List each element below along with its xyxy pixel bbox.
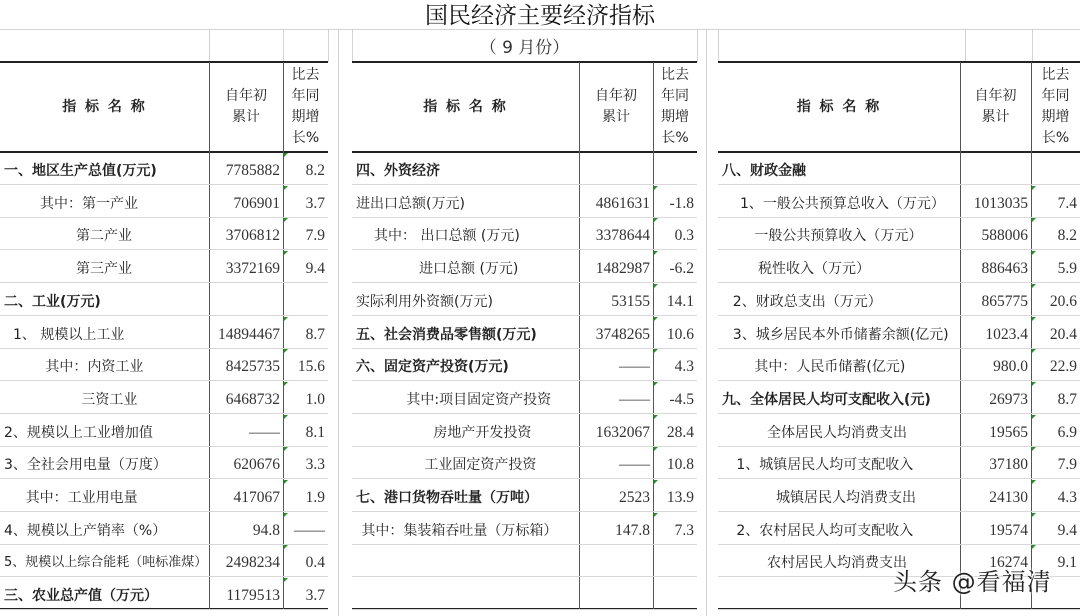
cumulative-value: 1482987 [595, 260, 650, 278]
cumulative-value: —— [619, 358, 650, 376]
yoy-growth: 8.2 [1057, 227, 1077, 245]
yoy-growth: 5.9 [1057, 260, 1077, 278]
cumulative-value: 3378644 [595, 227, 650, 245]
table-row [718, 152, 1080, 185]
cell-error-indicator-icon [654, 284, 658, 288]
sheet-title: 国民经济主要经济指标 [425, 3, 655, 29]
yoy-growth: 8.2 [305, 162, 325, 179]
indicator-name: 一、地区生产总值(万元) [4, 163, 157, 179]
cell-error-indicator-icon [1032, 513, 1036, 517]
cumulative-value: 147.8 [615, 521, 650, 539]
cell-error-indicator-icon [1032, 415, 1036, 419]
cumulative-value: 14894467 [218, 325, 280, 343]
yoy-growth: 3.3 [305, 456, 325, 474]
cell-error-indicator-icon [1032, 382, 1036, 386]
indicator-name: 九、全体居民人均可支配收入(元) [722, 391, 931, 408]
yoy-growth: 9.1 [1057, 554, 1077, 572]
indicator-name: 2、财政总支出（万元） [732, 293, 882, 310]
table-row [718, 381, 1080, 414]
indicator-name: 三、农业总产值（万元） [4, 588, 158, 605]
cumulative-value: 1023.4 [985, 325, 1028, 343]
table-row [0, 381, 328, 414]
yoy-growth: 22.9 [1049, 358, 1077, 376]
cumulative-value: —— [619, 456, 650, 474]
cumulative-value: 1179513 [226, 587, 280, 605]
header-growth: 比去年同期增长% [291, 67, 320, 146]
yoy-growth: 8.7 [1057, 390, 1077, 408]
indicator-name: 1、一般公共预算总收入（万元） [740, 195, 945, 212]
cell-error-indicator-icon [654, 447, 658, 451]
cumulative-value: 4861631 [595, 194, 650, 212]
yoy-growth [653, 544, 697, 576]
yoy-growth: 4.3 [1057, 489, 1077, 506]
table-row [352, 544, 697, 577]
indicator-name: 税性收入（万元） [758, 261, 870, 278]
cumulative-value: —— [249, 423, 280, 441]
gridline [209, 29, 210, 62]
cumulative-value: 1013035 [973, 194, 1028, 212]
table-row [718, 414, 1080, 447]
cell-error-indicator-icon [284, 251, 288, 255]
indicator-name: 一般公共预算收入（万元） [754, 228, 923, 245]
table-row [0, 217, 328, 250]
yoy-growth: 7.9 [1057, 456, 1077, 474]
yoy-growth: -4.5 [669, 390, 694, 408]
cell-error-indicator-icon [284, 480, 288, 484]
yoy-growth: 15.6 [297, 358, 325, 376]
cumulative-value: 3748265 [595, 325, 650, 343]
cumulative-value: 37180 [989, 456, 1028, 474]
indicator-name: 其中：人民币储蓄(亿元) [754, 359, 906, 376]
indicator-name: 第三产业 [76, 261, 132, 278]
cell-error-indicator-icon [1032, 251, 1036, 255]
yoy-growth: 0.4 [305, 554, 325, 572]
sheet-subtitle: （ 9 月份） [479, 38, 570, 58]
gridline [697, 29, 698, 62]
indicator-name: 城镇居民人均消费支出 [776, 490, 916, 506]
cell-error-indicator-icon [1032, 218, 1036, 222]
yoy-growth [283, 283, 328, 315]
yoy-growth [653, 152, 697, 184]
table-row [0, 348, 328, 381]
cell-error-indicator-icon [284, 578, 288, 582]
table-row [718, 348, 1080, 381]
header-value: 自年初累计 [974, 88, 1017, 125]
table-row [0, 414, 328, 447]
cumulative-value: 980.0 [993, 358, 1028, 376]
table-row [0, 512, 328, 545]
yoy-growth: 28.4 [666, 423, 694, 441]
cell-error-indicator-icon [654, 349, 658, 353]
indicator-name: 3、全社会用电量（万度） [4, 457, 167, 474]
table-row [718, 283, 1080, 316]
cumulative-value: 19565 [989, 423, 1028, 441]
yoy-growth: —— [294, 521, 325, 539]
indicator-name: 八、财政金融 [722, 163, 806, 179]
table-row [718, 446, 1080, 479]
cell-error-indicator-icon [284, 186, 288, 190]
indicator-name: 其中:项目固定资产投资 [406, 391, 552, 408]
header-growth: 比去年同期增长% [661, 67, 689, 146]
indicator-name: 进口总额 (万元) [419, 261, 519, 278]
table-row [0, 185, 328, 218]
cell-error-indicator-icon [1032, 317, 1036, 321]
cell-error-indicator-icon [284, 218, 288, 222]
table-row [352, 479, 697, 512]
yoy-growth: 6.9 [1057, 423, 1077, 441]
cumulative-value: 886463 [981, 260, 1028, 278]
table-row [0, 446, 328, 479]
cumulative-value: 24130 [989, 489, 1028, 506]
cell-error-indicator-icon [654, 317, 658, 321]
yoy-growth: 0.3 [674, 227, 694, 245]
indicator-name: 2、规模以上工业增加值 [4, 424, 153, 441]
indicator-name: 3、城乡居民本外币储蓄余额(亿元) [732, 326, 949, 343]
table-row [0, 316, 328, 349]
table-row [718, 185, 1080, 218]
indicator-name: 三资工业 [81, 391, 138, 408]
yoy-growth: 8.7 [305, 325, 325, 343]
cell-error-indicator-icon [654, 382, 658, 386]
table-row [0, 577, 328, 610]
indicator-name: 七、港口货物吞吐量（万吨） [356, 490, 538, 506]
gridline [718, 29, 719, 62]
cumulative-value: 865775 [981, 292, 1028, 310]
cumulative-value: 7785882 [225, 162, 280, 179]
yoy-growth: 8.1 [305, 423, 325, 441]
indicator-name: 四、外资经济 [356, 163, 440, 179]
indicator-name: 农村居民人均消费支出 [767, 555, 907, 572]
yoy-growth: 7.3 [674, 521, 694, 539]
header-value: 自年初累计 [225, 88, 267, 125]
header-name: 指 标 名 称 [796, 98, 882, 115]
cell-error-indicator-icon [654, 480, 658, 484]
gridline [706, 29, 707, 616]
header-growth: 比去年同期增长% [1041, 67, 1070, 146]
cell-error-indicator-icon [1032, 186, 1036, 190]
gridline [338, 29, 339, 616]
yoy-growth [1031, 152, 1080, 184]
gridline [352, 29, 353, 62]
cumulative-value: 6468732 [225, 390, 280, 408]
cumulative-value: 417067 [233, 489, 280, 506]
cumulative-value: 26973 [989, 390, 1028, 408]
cumulative-value: 2498234 [225, 554, 280, 572]
gridline [283, 29, 284, 62]
indicator-name: 其中：工业用电量 [25, 490, 138, 506]
yoy-growth [653, 577, 697, 609]
cell-error-indicator-icon [654, 218, 658, 222]
cell-error-indicator-icon [284, 153, 288, 157]
indicator-name: 房地产开发投资 [433, 424, 532, 441]
yoy-growth: 1.0 [305, 390, 325, 408]
cell-error-indicator-icon [284, 447, 288, 451]
cumulative-value: 1632067 [595, 423, 650, 441]
cumulative-value [579, 544, 653, 576]
indicator-name: 全体居民人均消费支出 [767, 424, 907, 441]
cell-error-indicator-icon [284, 545, 288, 549]
cell-error-indicator-icon [284, 513, 288, 517]
yoy-growth: 10.6 [666, 325, 694, 343]
cumulative-value: 706901 [233, 194, 280, 212]
table-row [0, 283, 328, 316]
cumulative-value [579, 152, 653, 184]
cell-error-indicator-icon [654, 415, 658, 419]
table-row [352, 185, 697, 218]
cumulative-value: 53155 [611, 292, 650, 310]
yoy-growth: 14.1 [666, 292, 694, 310]
table-row [0, 544, 328, 577]
table-row [0, 479, 328, 512]
table-row [718, 512, 1080, 545]
cumulative-value: 94.8 [252, 521, 280, 539]
yoy-growth: -1.8 [669, 194, 694, 212]
indicator-name: 五、社会消费品零售额(万元) [356, 326, 537, 343]
indicator-name: 其中： 出口总额 (万元) [374, 228, 520, 245]
cell-error-indicator-icon [284, 317, 288, 321]
indicator-name: 其中：第一产业 [40, 195, 138, 212]
table-row [352, 152, 697, 185]
indicator-name [352, 544, 579, 576]
indicator-name: 工业固定资产投资 [424, 457, 537, 474]
indicator-name: 其中：内资工业 [45, 359, 144, 376]
cell-error-indicator-icon [654, 513, 658, 517]
yoy-growth: 9.4 [305, 260, 325, 278]
header-value: 自年初累计 [595, 88, 637, 125]
table-row [352, 446, 697, 479]
indicator-name: 5、规模以上综合能耗（吨标准煤） [4, 555, 208, 571]
indicator-name: 4、规模以上产销率（%） [4, 522, 167, 539]
gridline [1032, 29, 1033, 62]
cell-error-indicator-icon [284, 349, 288, 353]
yoy-growth: 20.6 [1049, 292, 1077, 310]
indicator-name: 2、农村居民人均可支配收入 [736, 522, 914, 539]
cell-error-indicator-icon [1032, 480, 1036, 484]
table-row [352, 577, 697, 610]
cumulative-value: 8425735 [225, 358, 280, 376]
table-row [352, 250, 697, 283]
table-row [718, 316, 1080, 349]
cumulative-value: 19574 [989, 521, 1028, 539]
indicator-name: 1、城镇居民人均可支配收入 [736, 457, 914, 474]
header-name: 指 标 名 称 [423, 98, 508, 115]
indicator-name: 进出口总额(万元) [356, 195, 465, 212]
table-row [718, 479, 1080, 512]
indicator-name [352, 577, 579, 609]
indicator-name: 二、工业(万元) [4, 293, 101, 310]
cumulative-value: 2523 [619, 489, 650, 506]
indicator-name: 实际利用外资额(万元) [356, 293, 493, 310]
yoy-growth: 1.9 [305, 489, 325, 506]
cumulative-value [209, 283, 283, 315]
yoy-growth: 4.3 [674, 358, 694, 376]
indicator-name: 六、固定资产投资(万元) [356, 359, 509, 376]
cumulative-value [579, 577, 653, 609]
table-row [718, 250, 1080, 283]
indicator-name: 第二产业 [76, 228, 132, 245]
table-row [352, 316, 697, 349]
cumulative-value [960, 152, 1031, 184]
cell-error-indicator-icon [654, 251, 658, 255]
yoy-growth: 7.4 [1057, 194, 1077, 212]
cell-error-indicator-icon [1032, 545, 1036, 549]
cell-error-indicator-icon [654, 186, 658, 190]
yoy-growth: 20.4 [1049, 325, 1077, 343]
cell-error-indicator-icon [1032, 349, 1036, 353]
yoy-growth: -6.2 [669, 260, 694, 278]
gridline [965, 29, 966, 62]
cumulative-value: 16274 [989, 554, 1028, 572]
cumulative-value: 588006 [981, 227, 1028, 245]
table-row [718, 217, 1080, 250]
yoy-growth: 3.7 [305, 587, 325, 605]
indicator-name: 其中：集装箱吞吐量（万标箱） [361, 522, 558, 539]
table-row [352, 283, 697, 316]
header-name: 指 标 名 称 [62, 98, 147, 115]
cumulative-value: 3706812 [225, 227, 280, 245]
yoy-growth: 13.9 [666, 489, 694, 506]
gridline [0, 29, 1080, 30]
table-row [352, 381, 697, 414]
yoy-growth: 7.9 [305, 227, 325, 245]
cell-error-indicator-icon [284, 415, 288, 419]
yoy-growth: 9.4 [1057, 521, 1077, 539]
table-row [0, 152, 328, 185]
cell-error-indicator-icon [1032, 284, 1036, 288]
table-row [352, 512, 697, 545]
table-row [0, 250, 328, 283]
cumulative-value: 620676 [233, 456, 280, 474]
table-row [352, 348, 697, 381]
yoy-growth: 3.7 [305, 194, 325, 212]
table-row [352, 217, 697, 250]
yoy-growth: 10.8 [666, 456, 694, 474]
gridline [328, 29, 329, 62]
cumulative-value: 3372169 [225, 260, 280, 278]
cumulative-value: —— [619, 390, 650, 408]
indicator-name: 1、 规模以上工业 [13, 326, 125, 343]
table-row [352, 414, 697, 447]
cell-error-indicator-icon [1032, 447, 1036, 451]
watermark: 头条 @看福清 [893, 568, 1052, 596]
cell-error-indicator-icon [284, 382, 288, 386]
